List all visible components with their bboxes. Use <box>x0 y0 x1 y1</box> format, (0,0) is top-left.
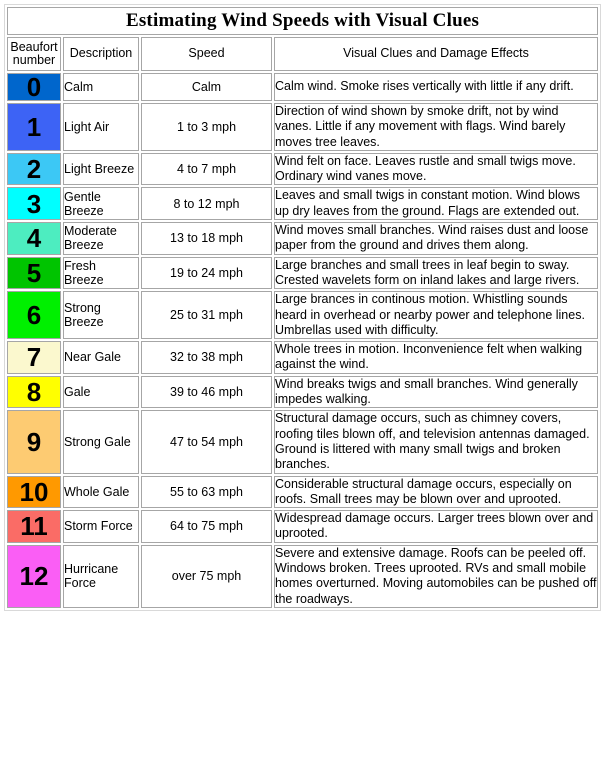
table-row <box>7 222 598 255</box>
wind-speed-table <box>4 4 601 611</box>
speed-cell: 4 to 7 mph <box>141 153 272 186</box>
speed-cell: 19 to 24 mph <box>141 257 272 290</box>
table-body <box>7 7 598 608</box>
visual-clues-cell: Large branches and small trees in leaf begin to sway. Crested wavelets form on inland lakes and large rivers. <box>274 257 598 290</box>
beaufort-number-cell: 5 <box>7 257 61 290</box>
description-cell: Light Breeze <box>63 153 139 186</box>
header-description: Description <box>63 37 139 71</box>
table-row <box>7 545 598 608</box>
header-beaufort-line1: Beaufort <box>10 39 58 54</box>
beaufort-number-cell: 12 <box>7 545 61 608</box>
beaufort-number-cell: 8 <box>7 376 61 409</box>
beaufort-number-cell: 9 <box>7 410 61 473</box>
visual-clues-cell: Leaves and small twigs in constant motion. Wind blows up dry leaves from the ground. Flags are extended out. <box>274 187 598 220</box>
description-cell: Hurricane Force <box>63 545 139 608</box>
table-row <box>7 187 598 220</box>
table-row <box>7 103 598 151</box>
title-row <box>7 7 598 35</box>
visual-clues-cell: Wind moves small branches. Wind raises dust and loose paper from the ground and drives them along. <box>274 222 598 255</box>
beaufort-number-cell: 0 <box>7 73 61 101</box>
beaufort-number-cell: 4 <box>7 222 61 255</box>
visual-clues-cell: Wind felt on face. Leaves rustle and small twigs move. Ordinary wind vanes move. <box>274 153 598 186</box>
description-cell: Near Gale <box>63 341 139 374</box>
beaufort-number-cell: 10 <box>7 476 61 509</box>
speed-cell: over 75 mph <box>141 545 272 608</box>
description-cell: Light Air <box>63 103 139 151</box>
speed-cell: 13 to 18 mph <box>141 222 272 255</box>
speed-cell: 55 to 63 mph <box>141 476 272 509</box>
table-title: Estimating Wind Speeds with Visual Clues <box>7 7 598 35</box>
speed-cell: Calm <box>141 73 272 101</box>
visual-clues-cell: Structural damage occurs, such as chimney covers, roofing tiles blown off, and television antennas damaged. Ground is littered with many small twigs and broken branches. <box>274 410 598 473</box>
description-cell: Fresh Breeze <box>63 257 139 290</box>
header-beaufort-line2: number <box>12 53 56 67</box>
header-speed: Speed <box>141 37 272 71</box>
visual-clues-cell: Direction of wind shown by smoke drift, not by wind vanes. Little if any movement with flags. Wind barely moves tree leaves. <box>274 103 598 151</box>
beaufort-number-cell: 6 <box>7 291 61 339</box>
header-visual-clues: Visual Clues and Damage Effects <box>274 37 598 71</box>
description-cell: Whole Gale <box>63 476 139 509</box>
beaufort-number-cell: 1 <box>7 103 61 151</box>
visual-clues-cell: Wind breaks twigs and small branches. Wind generally impedes walking. <box>274 376 598 409</box>
table-row <box>7 257 598 290</box>
description-cell: Strong Gale <box>63 410 139 473</box>
visual-clues-cell: Calm wind. Smoke rises vertically with little if any drift. <box>274 73 598 101</box>
table-row <box>7 341 598 374</box>
header-row <box>7 37 598 71</box>
speed-cell: 47 to 54 mph <box>141 410 272 473</box>
speed-cell: 25 to 31 mph <box>141 291 272 339</box>
table-row <box>7 410 598 473</box>
table-row <box>7 510 598 543</box>
visual-clues-cell: Widespread damage occurs. Larger trees blown over and uprooted. <box>274 510 598 543</box>
visual-clues-cell: Whole trees in motion. Inconvenience felt when walking against the wind. <box>274 341 598 374</box>
visual-clues-cell: Severe and extensive damage. Roofs can be peeled off. Windows broken. Trees uprooted. RVs and small mobile homes overturned. Moving automobiles can be pushed off the roadways. <box>274 545 598 608</box>
beaufort-number-cell: 11 <box>7 510 61 543</box>
table-row <box>7 73 598 101</box>
header-beaufort-number <box>7 37 61 71</box>
speed-cell: 64 to 75 mph <box>141 510 272 543</box>
speed-cell: 8 to 12 mph <box>141 187 272 220</box>
speed-cell: 1 to 3 mph <box>141 103 272 151</box>
table-row <box>7 376 598 409</box>
description-cell: Gale <box>63 376 139 409</box>
description-cell: Strong Breeze <box>63 291 139 339</box>
description-cell: Gentle Breeze <box>63 187 139 220</box>
table-row <box>7 291 598 339</box>
table-row <box>7 153 598 186</box>
beaufort-number-cell: 2 <box>7 153 61 186</box>
speed-cell: 32 to 38 mph <box>141 341 272 374</box>
beaufort-number-cell: 7 <box>7 341 61 374</box>
description-cell: Storm Force <box>63 510 139 543</box>
beaufort-number-cell: 3 <box>7 187 61 220</box>
description-cell: Calm <box>63 73 139 101</box>
visual-clues-cell: Considerable structural damage occurs, especially on roofs. Small trees may be blown over and uprooted. <box>274 476 598 509</box>
visual-clues-cell: Large brances in continous motion. Whistling sounds heard in overhead or nearby power and telephone lines. Umbrellas used with difficulty. <box>274 291 598 339</box>
table-row <box>7 476 598 509</box>
description-cell: Moderate Breeze <box>63 222 139 255</box>
speed-cell: 39 to 46 mph <box>141 376 272 409</box>
